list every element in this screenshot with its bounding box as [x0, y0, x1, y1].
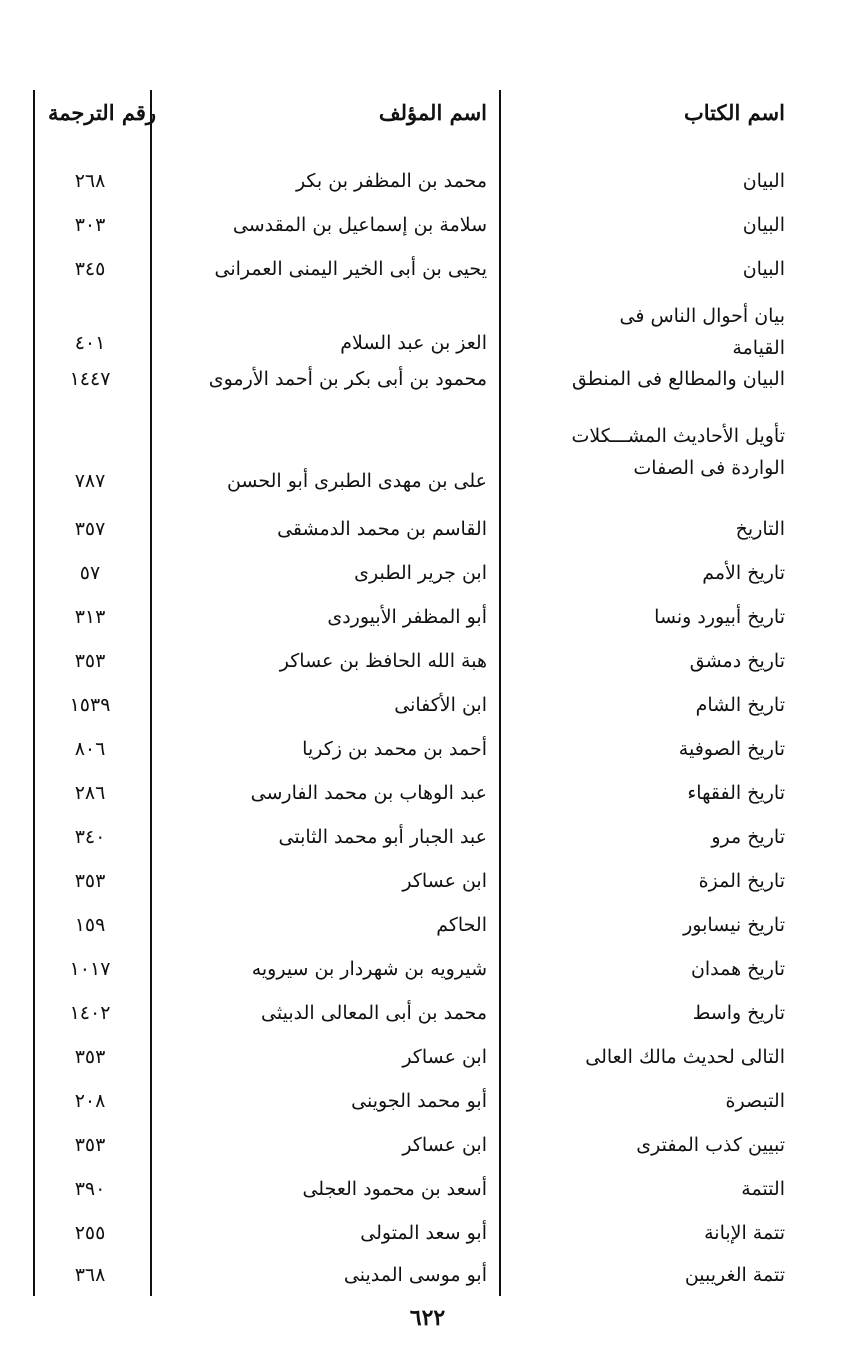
book-title-cell: تاريخ الشام — [695, 694, 785, 716]
author-cell: محمود بن أبى بكر بن أحمد الأرموى — [208, 368, 487, 390]
entry-number-cell: ٨٠٦ — [74, 738, 106, 760]
entry-number-cell: ١٥٩ — [74, 914, 106, 936]
entry-number-cell: ٣٥٣ — [74, 1046, 106, 1068]
book-title-cell: تاريخ الأمم — [702, 562, 785, 584]
entry-number-cell: ٧٨٧ — [74, 470, 106, 492]
book-title-cell: تأويل الأحاديث المشـــكلات الواردة فى الصفات — [571, 425, 785, 479]
entry-number-cell: ٢٦٨ — [74, 170, 106, 192]
header-book-title: اسم الكتاب — [683, 100, 785, 125]
table-row — [0, 868, 855, 912]
entry-number-cell: ٢٠٨ — [74, 1090, 106, 1112]
book-title-cell: تاريخ الصوفية — [678, 738, 785, 760]
table-row — [0, 560, 855, 604]
book-title-cell: البيان — [742, 214, 785, 236]
author-cell: سلامة بن إسماعيل بن المقدسى — [232, 214, 487, 236]
table-row — [0, 1000, 855, 1044]
table-row — [0, 420, 855, 510]
entry-number-cell: ١٥٣٩ — [69, 694, 111, 716]
entry-number-cell: ٣٦٨ — [74, 1264, 106, 1286]
book-title-cell: تاريخ واسط — [692, 1002, 785, 1024]
author-cell: ابن عساكر — [402, 1046, 487, 1068]
table-row — [0, 366, 855, 410]
author-cell: شيرويه بن شهردار بن سيرويه — [251, 958, 487, 980]
table-row — [0, 168, 855, 212]
book-title-cell: تاريخ نيسابور — [683, 914, 785, 936]
author-cell: محمد بن المظفر بن بكر — [295, 170, 487, 192]
entry-number-cell: ٤٠١ — [74, 332, 106, 354]
table-row — [0, 956, 855, 1000]
entry-number-cell: ٢٥٥ — [74, 1222, 106, 1244]
book-title-cell: تتمة الإبانة — [704, 1222, 785, 1244]
author-cell: يحيى بن أبى الخير اليمنى العمرانى — [214, 258, 487, 280]
book-title-cell: التتمة — [741, 1178, 785, 1200]
author-cell: على بن مهدى الطبرى أبو الحسن — [226, 470, 487, 492]
entry-number-cell: ١٠١٧ — [69, 958, 111, 980]
entry-number-cell: ١٤٠٢ — [69, 1002, 111, 1024]
author-cell: عبد الجبار أبو محمد الثابتى — [278, 826, 487, 848]
book-title-cell: التبصرة — [725, 1090, 785, 1112]
entry-number-cell: ٣١٣ — [74, 606, 106, 628]
author-cell: أسعد بن محمود العجلى — [302, 1178, 487, 1200]
book-title-cell: التالى لحديث مالك العالى — [585, 1046, 785, 1068]
entry-number-cell: ٥٧ — [79, 562, 101, 584]
entry-number-cell: ٣٥٣ — [74, 650, 106, 672]
author-cell: محمد بن أبى المعالى الدبيثى — [261, 1002, 487, 1024]
table-row — [0, 692, 855, 736]
table-row — [0, 1044, 855, 1088]
author-cell: أبو موسى المدينى — [343, 1264, 487, 1286]
table-row — [0, 648, 855, 692]
author-cell: عبد الوهاب بن محمد الفارسى — [250, 782, 487, 804]
book-title-cell: تبيين كذب المفترى — [636, 1134, 785, 1156]
entry-number-cell: ١٤٤٧ — [69, 368, 111, 390]
author-cell: ابن جرير الطبرى — [354, 562, 487, 584]
author-cell: أبو المظفر الأبيوردى — [327, 606, 487, 628]
author-cell: الحاكم — [436, 914, 487, 936]
entry-number-cell: ٢٨٦ — [74, 782, 106, 804]
book-title-cell: التاريخ — [735, 518, 785, 540]
author-cell: أبو محمد الجوينى — [351, 1090, 487, 1112]
book-title-cell: بيان أحوال الناس فى القيامة — [619, 305, 785, 359]
table-row — [0, 1262, 855, 1306]
entry-number-cell: ٣٥٣ — [74, 1134, 106, 1156]
author-cell: العز بن عبد السلام — [340, 332, 487, 354]
table-row — [0, 780, 855, 824]
table-row — [0, 912, 855, 956]
header-entry-number: رقم الترجمة — [48, 100, 157, 125]
author-cell: أبو سعد المتولى — [360, 1222, 487, 1244]
book-title-cell: تاريخ أبيورد ونسا — [654, 606, 785, 628]
header-author: اسم المؤلف — [378, 100, 487, 125]
book-title-cell: تتمة الغريبين — [684, 1264, 785, 1286]
book-title-cell: البيان والمطالع فى المنطق — [571, 368, 785, 390]
table-row — [0, 736, 855, 780]
table-row — [0, 256, 855, 300]
entry-number-cell: ٣٠٣ — [74, 214, 106, 236]
table-row — [0, 212, 855, 256]
table-row — [0, 1176, 855, 1220]
book-title-cell: تاريخ الفقهاء — [687, 782, 785, 804]
author-cell: القاسم بن محمد الدمشقى — [277, 518, 487, 540]
table-row — [0, 604, 855, 648]
table-row — [0, 1220, 855, 1264]
book-title-cell: تاريخ مرو — [711, 826, 785, 848]
table-row — [0, 824, 855, 868]
entry-number-cell: ٣٥٧ — [74, 518, 106, 540]
table-row — [0, 516, 855, 560]
author-cell: أحمد بن محمد بن زكريا — [302, 738, 487, 760]
table-row — [0, 1132, 855, 1176]
book-title-cell: تاريخ همدان — [690, 958, 785, 980]
author-cell: ابن عساكر — [402, 1134, 487, 1156]
table-row — [0, 1088, 855, 1132]
author-cell: ابن الأكفانى — [394, 694, 487, 716]
author-cell: ابن عساكر — [402, 870, 487, 892]
entry-number-cell: ٣٤٥ — [74, 258, 106, 280]
book-title-cell: البيان — [742, 170, 785, 192]
book-title-cell: البيان — [742, 258, 785, 280]
book-title-cell: تاريخ المزة — [698, 870, 785, 892]
entry-number-cell: ٣٥٣ — [74, 870, 106, 892]
author-cell: هبة الله الحافظ بن عساكر — [279, 650, 487, 672]
page-number: ٦٢٢ — [409, 1305, 446, 1331]
entry-number-cell: ٣٩٠ — [74, 1178, 106, 1200]
entry-number-cell: ٣٤٠ — [74, 826, 106, 848]
book-title-cell: تاريخ دمشق — [689, 650, 785, 672]
